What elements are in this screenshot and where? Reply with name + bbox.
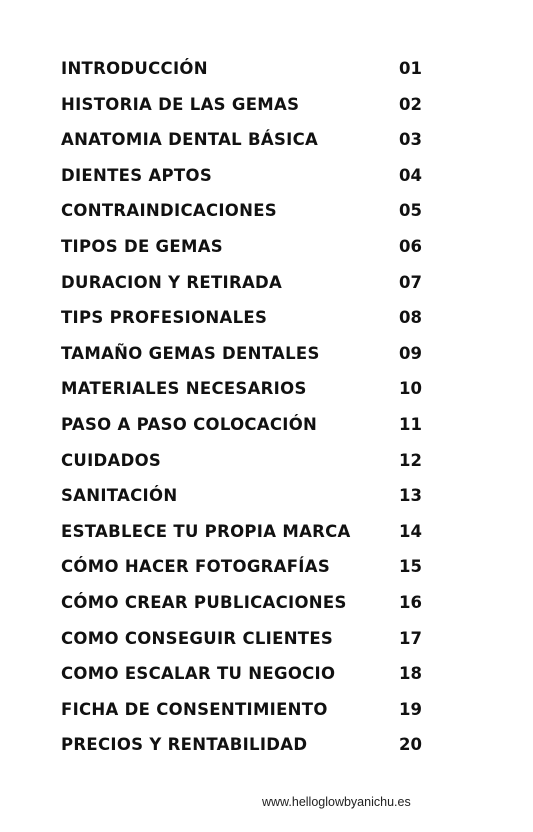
- toc-entry: [61, 307, 441, 343]
- toc-entry-title: CÓMO HACER FOTOGRAFÍAS: [61, 557, 330, 577]
- toc-entry: [61, 236, 441, 272]
- toc-entry: [61, 485, 441, 521]
- table-of-contents: [61, 58, 441, 770]
- toc-entry-page-number: 07: [399, 272, 422, 292]
- toc-entry-page-number: 08: [399, 308, 422, 328]
- toc-entry-title: FICHA DE CONSENTIMIENTO: [61, 699, 328, 719]
- toc-entry-title: SANITACIÓN: [61, 486, 178, 506]
- toc-entry: [61, 628, 441, 664]
- toc-entry-title: COMO CONSEGUIR CLIENTES: [61, 628, 334, 648]
- toc-entry-page-number: 18: [399, 664, 422, 684]
- toc-entry: [61, 272, 441, 308]
- toc-entry-page-number: 03: [399, 130, 422, 150]
- toc-entry-page-number: 02: [399, 94, 422, 114]
- toc-entry-title: PASO A PASO COLOCACIÓN: [61, 414, 318, 434]
- toc-entry: [61, 129, 441, 165]
- toc-entry-page-number: 19: [399, 699, 422, 719]
- toc-entry-title: TAMAÑO GEMAS DENTALES: [61, 343, 320, 363]
- toc-entry-page-number: 16: [399, 592, 422, 612]
- toc-entry-title: CUIDADOS: [61, 450, 162, 470]
- toc-entry-title: MATERIALES NECESARIOS: [61, 379, 307, 399]
- toc-entry-page-number: 09: [399, 343, 422, 363]
- toc-entry-page-number: 06: [399, 236, 422, 256]
- toc-entry: [61, 165, 441, 201]
- toc-entry: [61, 58, 441, 94]
- toc-entry-title: HISTORIA DE LAS GEMAS: [61, 94, 300, 114]
- toc-entry-page-number: 12: [399, 450, 422, 470]
- toc-entry-title: DIENTES APTOS: [61, 165, 212, 185]
- toc-entry: [61, 699, 441, 735]
- toc-entry-page-number: 04: [399, 165, 422, 185]
- toc-entry-title: TIPS PROFESIONALES: [61, 308, 268, 328]
- toc-entry: [61, 343, 441, 379]
- footer-website-url: www.helloglowbyanichu.es: [262, 795, 411, 809]
- toc-entry-page-number: 15: [399, 557, 422, 577]
- toc-entry: [61, 200, 441, 236]
- toc-entry-title: CONTRAINDICACIONES: [61, 201, 277, 221]
- toc-entry: [61, 592, 441, 628]
- toc-entry: [61, 378, 441, 414]
- toc-entry-page-number: 17: [399, 628, 422, 648]
- toc-entry-page-number: 20: [399, 735, 422, 755]
- toc-entry-title: INTRODUCCIÓN: [61, 59, 208, 78]
- toc-entry: [61, 414, 441, 450]
- toc-entry-page-number: 14: [399, 521, 422, 541]
- toc-entry-title: ANATOMIA DENTAL BÁSICA: [61, 130, 319, 150]
- toc-entry-title: ESTABLECE TU PROPIA MARCA: [61, 521, 351, 541]
- toc-entry-title: COMO ESCALAR TU NEGOCIO: [61, 664, 336, 684]
- toc-entry-page-number: 05: [399, 201, 422, 221]
- toc-entry-title: CÓMO CREAR PUBLICACIONES: [61, 592, 347, 612]
- toc-entry-title: TIPOS DE GEMAS: [61, 236, 223, 256]
- toc-entry: [61, 450, 441, 486]
- toc-entry: [61, 734, 441, 770]
- toc-entry-title: DURACION Y RETIRADA: [61, 272, 283, 292]
- toc-entry: [61, 521, 441, 557]
- toc-entry-page-number: 11: [399, 414, 422, 434]
- toc-entry-page-number: 01: [399, 59, 422, 78]
- toc-entry: [61, 94, 441, 130]
- toc-entry: [61, 663, 441, 699]
- toc-entry: [61, 556, 441, 592]
- toc-entry-title: PRECIOS Y RENTABILIDAD: [61, 735, 308, 755]
- toc-entry-page-number: 13: [399, 486, 422, 506]
- toc-entry-page-number: 10: [399, 379, 422, 399]
